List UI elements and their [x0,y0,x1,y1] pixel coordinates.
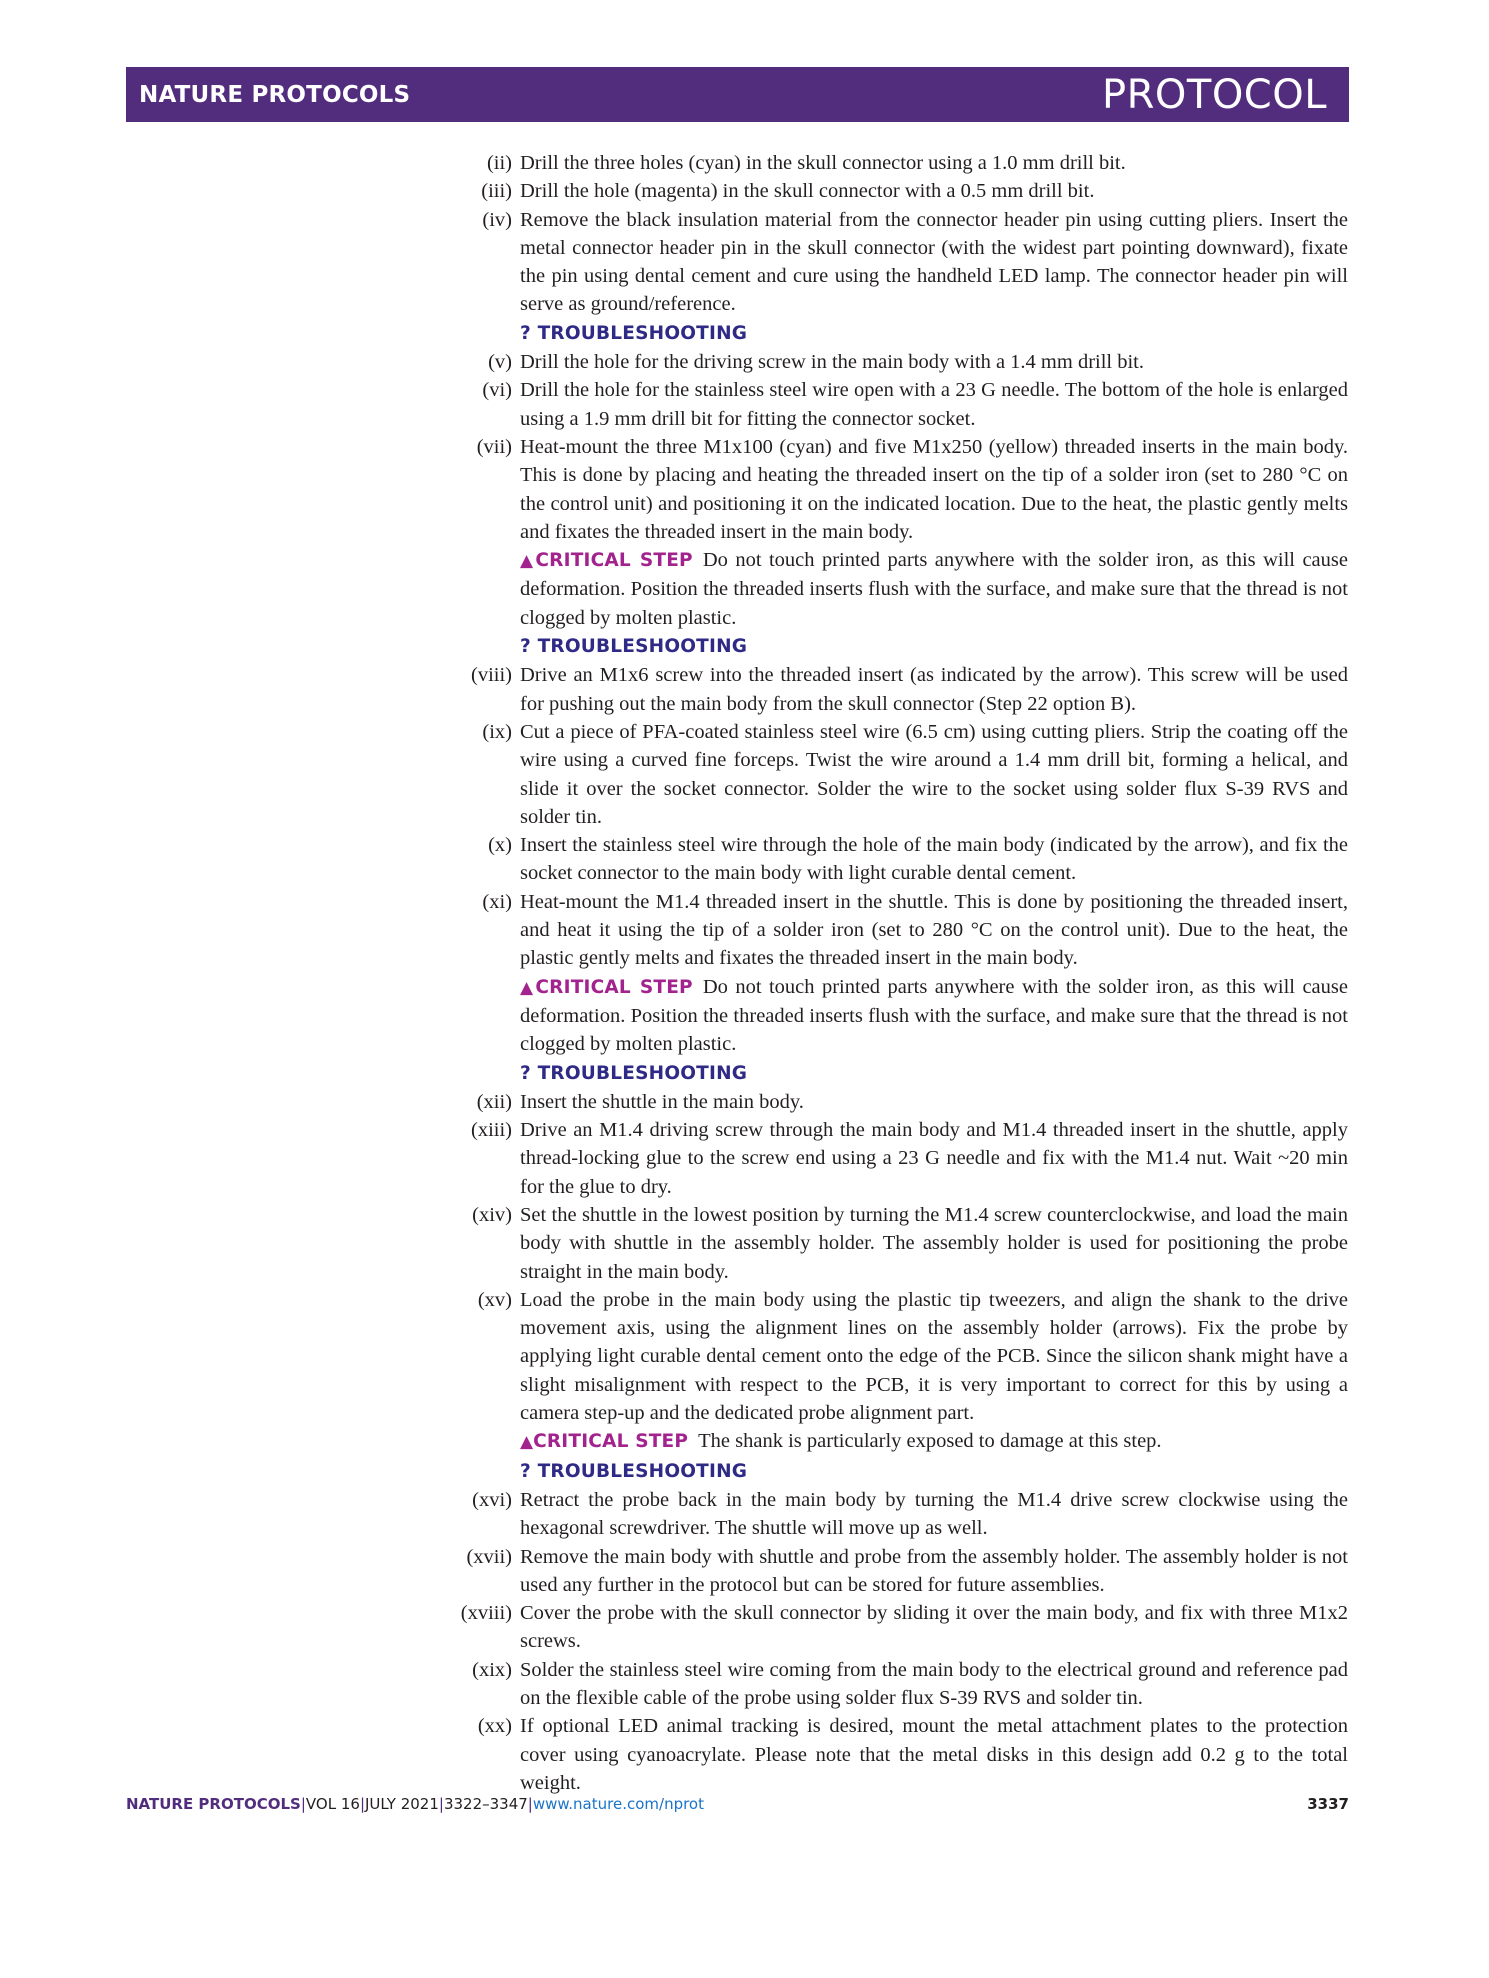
troubleshooting-link[interactable] [448,632,1348,661]
step-text: Drive an M1.4 driving screw through the main body and M1.4 threaded insert in the shuttle, apply thread-locking glue to the screw end using a 23 G needle and fix with the M1.4 nut. Wait ~20 min for the glue to dry. [520,1119,1348,1198]
step-xv [448,1286,1348,1427]
journal-name: NATURE PROTOCOLS [139,82,411,108]
step-text: Remove the black insulation material from the connector header pin using cutting pliers. Insert the metal connector header pin in the skull connector (with the widest part pointing downward), fixate the pin using dental cement and cure using the handheld LED lamp. The connector header pin will serve as ground/reference. [520,208,1348,316]
step-text: Retract the probe back in the main body by turning the M1.4 drive screw clockwise using the hexagonal screwdriver. The shuttle will move up as well. [520,1488,1348,1540]
warning-triangle-icon: ▲ [520,977,536,998]
step-xx [448,1712,1348,1797]
warning-triangle-icon: ▲ [520,1432,534,1453]
step-viii [448,661,1348,718]
step-number: (viii) [471,664,512,687]
footer-journal: NATURE PROTOCOLS [126,1795,301,1813]
troubleshooting-label: ? TROUBLESHOOTING [520,322,748,344]
step-text: Drill the hole for the stainless steel wire open with a 23 G needle. The bottom of the hole is enlarged using a 1.9 mm drill bit for fitting the connector socket. [520,379,1348,430]
page-footer [126,1792,1349,1816]
step-number: (ii) [486,152,512,174]
critical-step-label: CRITICAL STEP [533,1431,689,1453]
footer-separator: | [527,1795,533,1813]
footer-separator: | [359,1795,365,1813]
critical-step-note [448,973,1348,1059]
step-number: (xiii) [471,1119,512,1142]
step-iii [448,177,1348,205]
troubleshooting-label: ? TROUBLESHOOTING [520,1460,748,1482]
footer-separator: | [300,1795,306,1813]
step-ii [448,149,1348,177]
step-number: (iv) [482,208,512,231]
step-text: Drill the three holes (cyan) in the skull connector using a 1.0 mm drill bit. [520,152,1126,174]
footer-date: JULY 2021 [365,1795,439,1813]
step-number: (xv) [477,1288,512,1311]
critical-step-label: CRITICAL STEP [535,550,693,572]
step-xvi [448,1486,1348,1543]
footer-separator: | [438,1795,444,1813]
step-xvii [448,1543,1348,1600]
step-text: Solder the stainless steel wire coming from the main body to the electrical ground and reference pad on the flexible cable of the probe using solder flux S-39 RVS and solder tin. [520,1658,1348,1710]
step-xii [448,1088,1348,1116]
footer-pages: 3322–3347 [443,1795,528,1813]
page-number: 3337 [1307,1795,1349,1813]
step-number: (xvii) [466,1545,512,1568]
critical-step-note [448,1427,1348,1456]
step-text: If optional LED animal tracking is desired, mount the metal attachment plates to the protection cover using cyanoacrylate. Please note that the metal disks in this design add 0.2 g to the total weight. [520,1715,1348,1794]
critical-step-note [448,546,1348,632]
step-number: (xiv) [472,1203,512,1226]
warning-triangle-icon: ▲ [520,551,536,572]
step-text: Drill the hole for the driving screw in the main body with a 1.4 mm drill bit. [520,351,1144,374]
step-text: Insert the stainless steel wire through the hole of the main body (indicated by the arrow), and fix the socket connector to the main body with light curable dental cement. [520,834,1348,885]
step-text: Heat-mount the M1.4 threaded insert in the shuttle. This is done by positioning the threaded insert, and heat it using the tip of a solder iron (set to 280 °C on the control unit). Due to the heat, the plastic gently melts and fixates the threaded insert in the main body. [520,890,1348,970]
troubleshooting-link[interactable] [448,1457,1348,1486]
step-xviii [448,1599,1348,1656]
troubleshooting-link[interactable] [448,319,1348,348]
step-number: (x) [488,834,512,857]
step-ix [448,718,1348,831]
step-number: (xii) [476,1090,512,1113]
critical-step-label: CRITICAL STEP [535,976,693,998]
critical-step-text: Do not touch printed parts anywhere with the solder iron, as this will cause deformation. Position the threaded inserts flush with the surface, and make sure that the thread is not clogged by molten plastic. [520,975,1348,1056]
step-number: (xx) [477,1715,512,1738]
step-number: (xviii) [460,1602,512,1625]
step-text: Cover the probe with the skull connector by sliding it over the main body, and fix with three M1x2 screws. [520,1602,1348,1653]
step-v [448,348,1348,376]
step-vii [448,433,1348,546]
footer-volume: VOL 16 [305,1795,360,1813]
procedure-steps [448,149,1348,1797]
step-text: Set the shuttle in the lowest position by turning the M1.4 screw counterclockwise, and load the main body with shuttle in the assembly holder. The assembly holder is used for positioning the probe straight in the main body. [520,1203,1348,1283]
step-text: Insert the shuttle in the main body. [520,1090,804,1113]
step-vi [448,376,1348,433]
step-xix [448,1656,1348,1713]
step-text: Remove the main body with shuttle and probe from the assembly holder. The assembly holder is not used any further in the protocol but can be stored for future assemblies. [520,1545,1348,1596]
step-number: (v) [488,351,512,374]
troubleshooting-link[interactable] [448,1059,1348,1088]
critical-step-text: Do not touch printed parts anywhere with the solder iron, as this will cause deformation. Position the threaded inserts flush with the surface, and make sure that the thread is not clogged by molten plastic. [520,549,1348,629]
step-text: Heat-mount the three M1x100 (cyan) and five M1x250 (yellow) threaded inserts in the main body. This is done by placing and heating the threaded insert on the tip of a solder iron (set to 280 °C on the control unit) and positioning it on the indicated location. Due to the heat, the plastic gently melts and fixates the threaded insert in the main body. [520,435,1348,543]
step-xiii [448,1116,1348,1201]
header-bar [126,67,1349,122]
step-iv [448,206,1348,319]
step-number: (vi) [482,379,512,402]
step-x [448,831,1348,888]
step-number: (xvi) [472,1488,512,1511]
step-number: (iii) [481,180,512,203]
troubleshooting-label: ? TROUBLESHOOTING [520,636,748,658]
step-number: (xi) [482,890,512,913]
step-text: Drill the hole (magenta) in the skull connector with a 0.5 mm drill bit. [520,180,1095,203]
troubleshooting-label: ? TROUBLESHOOTING [520,1062,748,1084]
step-xi [448,888,1348,973]
step-number: (ix) [482,720,512,743]
step-text: Drive an M1x6 screw into the threaded insert (as indicated by the arrow). This screw will be used for pushing out the main body from the skull connector (Step 22 option B). [520,664,1348,715]
footer-url-link[interactable]: www.nature.com/nprot [532,1795,704,1813]
step-text: Cut a piece of PFA-coated stainless steel wire (6.5 cm) using cutting pliers. Strip the coating off the wire using a curved fine forceps. Twist the wire around a 1.4 mm drill bit, forming a helical, and slide it over the socket connector. Solder the wire to the socket using solder flux S-39 RVS and solder tin. [520,720,1348,828]
step-text: Load the probe in the main body using the plastic tip tweezers, and align the shank to the drive movement axis, using the alignment lines on the assembly holder (arrows). Fix the probe by applying light curable dental cement onto the edge of the PCB. Since the silicon shank might have a slight misalignment with respect to the PCB, it is very important to correct for this by using a camera step-up and the dedicated probe alignment part. [520,1288,1348,1425]
step-number: (vii) [476,435,512,458]
footer-citation [126,1792,704,1816]
step-number: (xix) [472,1658,512,1681]
step-xiv [448,1201,1348,1286]
critical-step-text: The shank is particularly exposed to damage at this step. [698,1430,1162,1453]
article-type-label: PROTOCOL [1101,72,1327,118]
